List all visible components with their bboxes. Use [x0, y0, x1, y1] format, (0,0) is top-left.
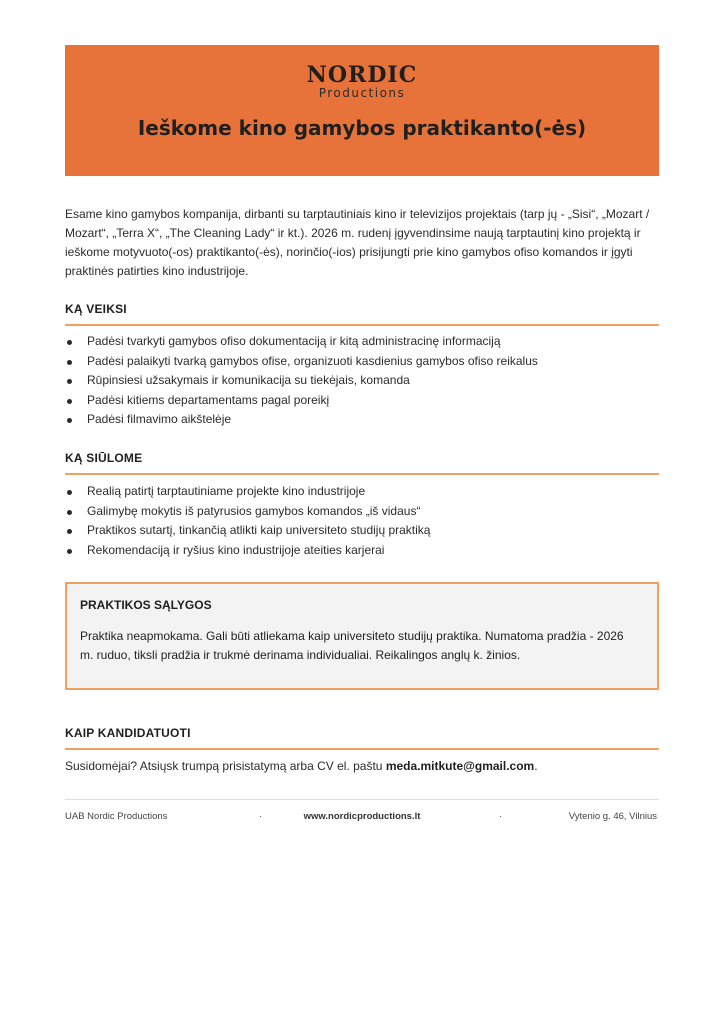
bullet-icon	[67, 510, 72, 515]
list-item	[65, 541, 659, 561]
list-item	[65, 410, 659, 430]
list-item-text: Padėsi kitiems departamentams pagal poreikį	[87, 392, 330, 407]
offer-list	[65, 482, 659, 560]
list-item-text: Padėsi tvarkyti gamybos ofiso dokumentaciją ir kitą administracinę informaciją	[87, 334, 501, 348]
bullet-icon	[67, 418, 72, 423]
bullet-icon	[67, 399, 72, 404]
list-item-text: Padėsi filmavimo aikštelėje	[87, 412, 232, 426]
page-title: Ieškome kino gamybos praktikanto(-ės)	[137, 116, 587, 140]
section-title-offer: KĄ SIŪLOME	[65, 451, 659, 475]
company-logo	[65, 63, 659, 100]
list-item-text: Padėsi palaikyti tvarką gamybos ofise, organizuoti kasdienius gamybos ofiso reikalus	[87, 353, 538, 368]
bullet-icon	[67, 340, 72, 345]
apply-text-end: .	[534, 759, 538, 773]
duties-list	[65, 332, 659, 430]
footer-separator: ·	[259, 811, 263, 822]
list-item	[65, 521, 659, 541]
bullet-icon	[67, 360, 72, 365]
list-item	[65, 371, 659, 391]
page-footer	[65, 799, 659, 830]
apply-text: Susidomėjai? Atsiųsk trumpą prisistatymą arba CV el. paštu	[65, 759, 386, 773]
bullet-icon	[67, 379, 72, 384]
contact-email[interactable]: meda.mitkute@gmail.com	[385, 759, 535, 773]
logo-sub-text: Productions	[318, 86, 406, 100]
footer-address: Vytenio g. 46, Vilnius	[568, 811, 657, 822]
list-item	[65, 352, 659, 372]
header-banner	[65, 45, 659, 176]
list-item	[65, 502, 659, 522]
list-item	[65, 482, 659, 502]
conditions-title: PRAKTIKOS SĄLYGOS	[80, 598, 212, 612]
apply-paragraph	[65, 759, 659, 773]
list-item	[65, 391, 659, 411]
bullet-icon	[67, 529, 72, 534]
footer-website-link[interactable]: www.nordicproductions.lt	[303, 811, 421, 822]
list-item-text: Praktikos sutartį, tinkančią atlikti kaip universiteto studijų praktiką	[87, 523, 431, 537]
list-item	[65, 332, 659, 352]
footer-separator: ·	[499, 811, 503, 822]
bullet-icon	[67, 490, 72, 495]
intro-paragraph: Esame kino gamybos kompanija, dirbanti su tarptautiniais kino ir televizijos projektais (tarp jų - „Sisi“, „Mozart / Mozart“, „Terra X“, „The Cleaning Lady“ ir kt.). 2026 m. rudenį įgyvendinsime naują tarptautinį kino projektą ir ieškome motyvuoto(-os) praktikanto(-ės), norinčio(-ios) prisijungti prie kino gamybos ofiso komandos ir įgyti praktinės patirties kino industrijoje.	[65, 207, 650, 278]
section-title-apply: KAIP KANDIDATUOTI	[65, 726, 659, 750]
list-item-text: Rekomendaciją ir ryšius kino industrijoje ateities karjerai	[87, 542, 385, 557]
section-title-duties: KĄ VEIKSI	[65, 302, 659, 326]
list-item-text: Galimybę mokytis iš patyrusios gamybos komandos „iš vidaus“	[87, 503, 421, 518]
bullet-icon	[67, 549, 72, 554]
conditions-box	[65, 582, 659, 690]
list-item-text: Realią patirtį tarptautiniame projekte kino industrijoje	[87, 484, 366, 498]
logo-main-text: NORDIC	[306, 62, 418, 88]
footer-company: UAB Nordic Productions	[65, 811, 168, 822]
list-item-text: Rūpinsiesi užsakymais ir komunikacija su tiekėjais, komanda	[87, 373, 410, 387]
conditions-text: Praktika neapmokama. Gali būti atliekama kaip universiteto studijų praktika. Numatoma pradžia - 2026 m. ruduo, tiksli pradžia ir trukmė derinama individualiai. Reikalingos anglų k. žinios.	[80, 629, 624, 662]
